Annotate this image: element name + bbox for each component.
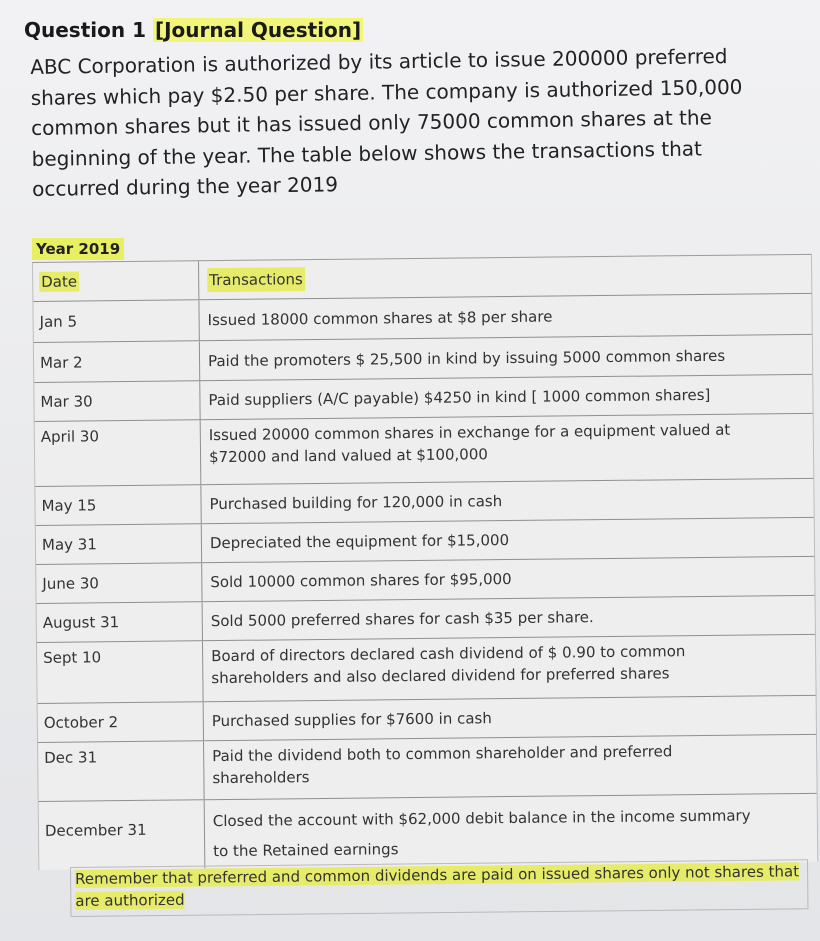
date-cell: May 15	[35, 485, 201, 525]
question-title	[24, 18, 363, 42]
transaction-cell: Depreciated the equipment for $15,000	[209, 531, 510, 553]
transaction-cell: Purchased building for 120,000 in cash	[209, 492, 503, 514]
question-type-label: [Journal Question]	[154, 18, 362, 42]
transaction-cell: Sold 10000 common shares for $95,000	[210, 569, 512, 592]
transaction-cell: Issued 18000 common shares at $8 per share	[207, 307, 553, 330]
table-row	[38, 735, 817, 802]
table-row	[35, 414, 814, 487]
transaction-cell: Sold 5000 preferred shares for cash $35 per share.	[210, 608, 594, 631]
transaction-cell: Board of directors declared cash dividend of $ 0.90 to common shareholders and also declared dividend for preferred shares	[211, 642, 686, 688]
intro-line: beginning of the year. The table below shows the transactions that	[31, 135, 703, 171]
intro-line: ABC Corporation is authorized by its article to issue 200000 preferred	[30, 44, 728, 79]
reminder-line: Remember that preferred and common dividends are paid on issued shares only not shares that	[75, 862, 800, 888]
date-cell: Dec 31	[38, 741, 205, 801]
transaction-cell: Paid suppliers (A/C payable) $4250 in kind [ 1000 common shares]	[208, 385, 711, 410]
table-row	[37, 635, 816, 704]
date-cell: December 31	[39, 800, 206, 870]
date-cell: October 2	[38, 702, 204, 742]
reminder-line: are authorized	[75, 890, 185, 910]
question-intro	[30, 40, 772, 204]
transaction-cell: Closed the account with $62,000 debit balance in the income summary to the Retained earnings	[212, 806, 751, 861]
date-cell: May 31	[36, 524, 202, 564]
transaction-cell: Issued 20000 common shares in exchange for a equipment valued at $72000 and land valued at $100,000	[208, 420, 731, 467]
intro-line: common shares but it has issued only 75000 common shares at the	[31, 105, 713, 140]
intro-line: occurred during the year 2019	[31, 172, 339, 201]
question-number: Question 1	[24, 18, 146, 42]
date-cell: Jan 5	[33, 300, 199, 342]
date-cell: Mar 30	[34, 381, 200, 421]
date-cell: Mar 2	[34, 341, 200, 382]
date-cell: August 31	[37, 602, 203, 642]
transaction-cell: Paid the dividend both to common shareholder and preferred shareholders	[212, 742, 673, 788]
transactions-table	[32, 254, 818, 870]
date-cell: June 30	[36, 563, 202, 603]
table-row	[39, 794, 818, 870]
year-label: Year 2019	[32, 238, 124, 260]
transactions-header: Transactions	[199, 255, 811, 299]
reminder-note	[70, 859, 808, 917]
intro-line: shares which pay $2.50 per share. The company is authorized 150,000	[30, 74, 743, 110]
date-header: Date	[33, 261, 199, 301]
date-cell: Sept 10	[37, 641, 204, 703]
transaction-cell: Purchased supplies for $7600 in cash	[211, 709, 492, 731]
transaction-cell: Paid the promoters $ 25,500 in kind by issuing 5000 common shares	[207, 346, 726, 370]
date-cell: April 30	[35, 420, 202, 486]
